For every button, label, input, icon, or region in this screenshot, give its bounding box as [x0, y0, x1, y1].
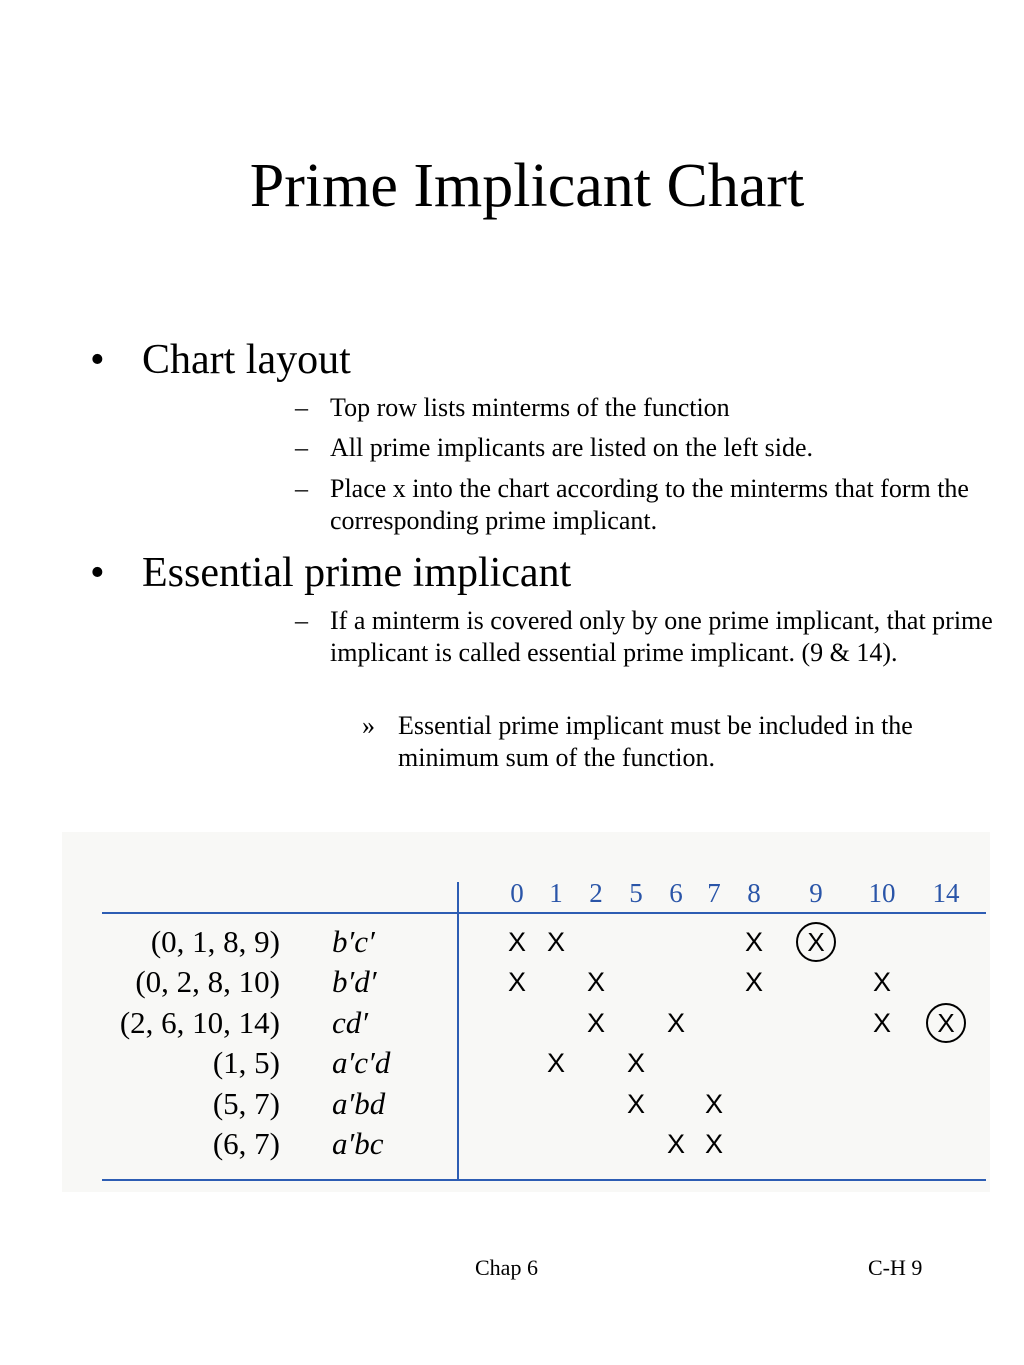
sub-list-item	[362, 710, 1002, 774]
bullet-mark: •	[90, 550, 105, 596]
coverage-mark: X	[744, 927, 763, 957]
coverage-mark: X	[704, 1129, 723, 1159]
minterm-header: 0	[510, 878, 524, 908]
list-item	[295, 473, 995, 537]
essential-coverage-mark: X	[796, 922, 836, 962]
dash-mark: –	[295, 474, 308, 503]
prime-implicant-expression: a′c′d	[332, 1045, 391, 1080]
minterm-header: 9	[809, 878, 823, 908]
prime-implicant-minterms: (6, 7)	[212, 1126, 280, 1161]
essential-coverage-mark: X	[926, 1003, 966, 1043]
prime-implicant-minterms: (5, 7)	[212, 1086, 280, 1121]
prime-implicant-expression: a′bc	[332, 1126, 384, 1161]
minterm-header: 2	[589, 878, 603, 908]
prime-implicant-expression: cd′	[332, 1005, 369, 1040]
dash-mark: –	[295, 393, 308, 422]
coverage-mark: X	[586, 1008, 605, 1038]
list-item-text: Place x into the chart according to the minterms that form the corresponding prime implicant.	[330, 474, 969, 535]
minterm-header: 1	[549, 878, 563, 908]
sub-mark: »	[362, 711, 375, 740]
minterm-header: 10	[868, 878, 896, 908]
coverage-mark: X	[507, 927, 526, 957]
chart-bottom-line	[102, 1179, 986, 1181]
dash-mark: –	[295, 433, 308, 462]
prime-implicant-minterms: (1, 5)	[212, 1045, 280, 1080]
list-item-text: All prime implicants are listed on the left side.	[330, 433, 814, 462]
minterm-header: 7	[707, 878, 721, 908]
prime-implicant-minterms: (0, 1, 8, 9)	[150, 924, 280, 959]
coverage-mark: X	[546, 927, 565, 957]
coverage-mark: X	[872, 1008, 891, 1038]
footer-page: C-H 9	[868, 1255, 923, 1280]
dash-mark: –	[295, 606, 308, 635]
coverage-mark: X	[626, 1089, 645, 1119]
bullet-mark: •	[90, 337, 105, 383]
coverage-mark: X	[744, 967, 763, 997]
list-item	[295, 605, 995, 669]
list-item-text: If a minterm is covered only by one prime implicant, that prime implicant is called essential prime implicant. (9 & 14).	[330, 606, 993, 667]
chart-header-line	[102, 912, 986, 914]
minterm-header: 14	[932, 878, 960, 908]
minterm-header: 8	[747, 878, 761, 908]
coverage-mark: X	[626, 1048, 645, 1078]
coverage-mark: X	[507, 967, 526, 997]
chart-divider-line	[457, 882, 459, 1180]
heading-essential-prime-implicant: Essential prime implicant	[142, 550, 572, 596]
prime-implicant-expression: b′d′	[332, 964, 377, 999]
prime-implicant-minterms: (2, 6, 10, 14)	[119, 1005, 280, 1040]
coverage-mark: X	[704, 1089, 723, 1119]
prime-implicant-minterms: (0, 2, 8, 10)	[135, 964, 280, 999]
page-title: Prime Implicant Chart	[249, 152, 805, 220]
coverage-mark: X	[546, 1048, 565, 1078]
coverage-mark: X	[872, 967, 891, 997]
prime-implicant-expression: b′c′	[332, 924, 375, 959]
coverage-mark: X	[586, 967, 605, 997]
list-item	[295, 392, 995, 424]
prime-implicant-expression: a′bd	[332, 1086, 386, 1121]
heading-chart-layout: Chart layout	[142, 337, 351, 383]
coverage-mark: X	[666, 1129, 685, 1159]
list-item-text: Top row lists minterms of the function	[330, 393, 730, 422]
minterm-header: 5	[629, 878, 643, 908]
minterm-header: 6	[669, 878, 683, 908]
list-item	[295, 432, 995, 464]
coverage-mark: X	[666, 1008, 685, 1038]
footer-chapter: Chap 6	[475, 1255, 538, 1280]
sub-list-item-text: Essential prime implicant must be included in the minimum sum of the function.	[398, 711, 913, 772]
